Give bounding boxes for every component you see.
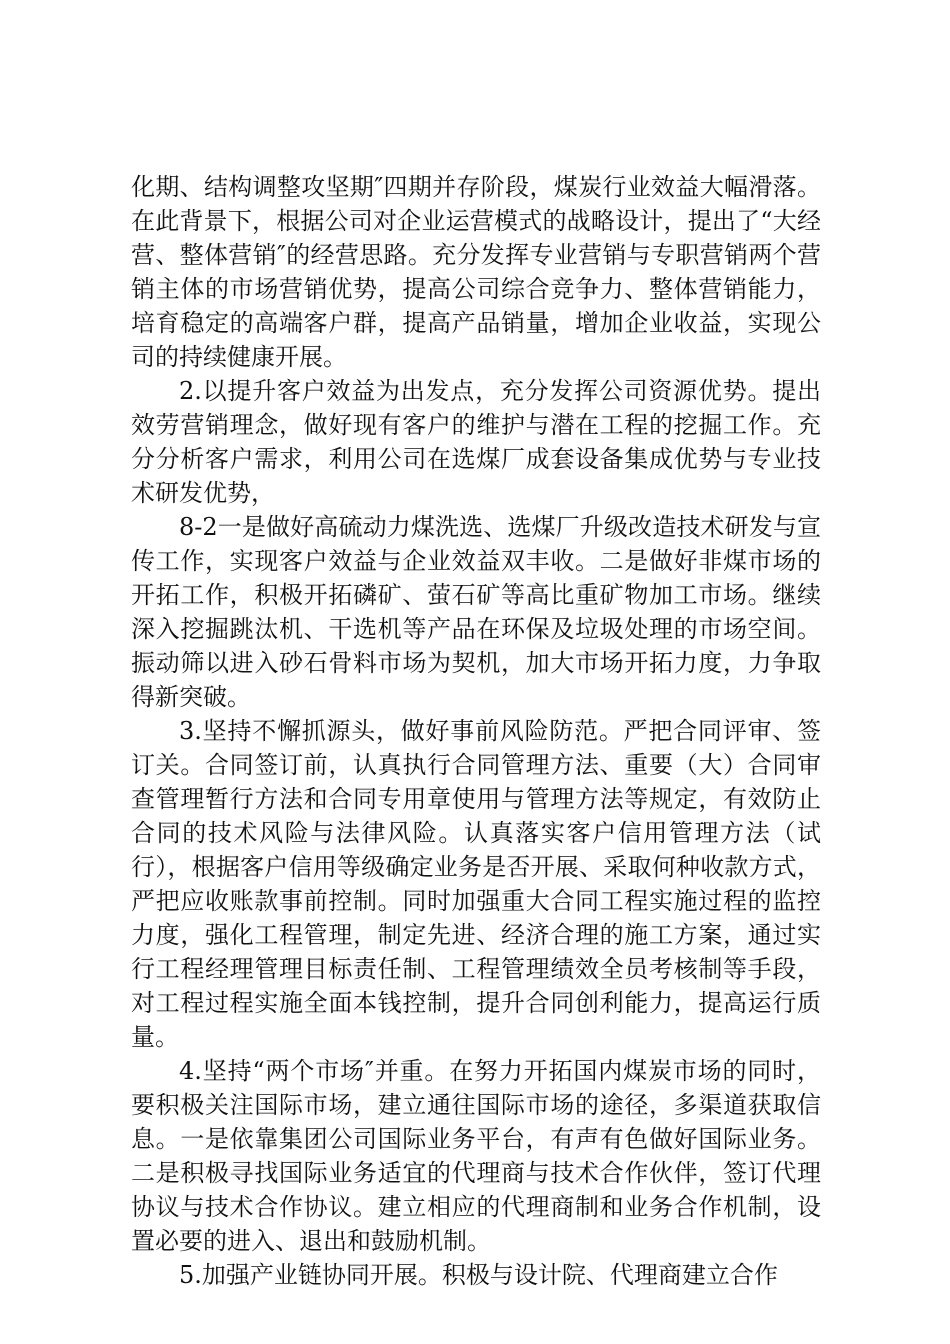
paragraph-5: 4.坚持“两个市场″并重。在努力开拓国内煤炭市场的同时，要积极关注国际市场，建立通往国际市场的途径，多渠道获取信息。一是依靠集团公司国际业务平台，有声有色做好国际业务。二是积极寻找国际业务适宜的代理商与技术合作伙伴，签订代理协议与技术合作协议。建立相应的代理商制和业务合作机制，设置必要的进入、退出和鼓励机制。 xyxy=(131,1057,821,1255)
paragraph-4: 3.坚持不懈抓源头，做好事前风险防范。严把合同评审、签订关。合同签订前，认真执行合同管理方法、重要（大）合同审查管理暂行方法和合同专用章使用与管理方法等规定，有效防止合同的技术风险与法律风险。认真落实客户信用管理方法（试行），根据客户信用等级确定业务是否开展、采取何种收款方式，严把应收账款事前控制。同时加强重大合同工程实施过程的监控力度，强化工程管理，制定先进、经济合理的施工方案，通过实行工程经理管理目标责任制、工程管理绩效全员考核制等手段，对工程过程实施全面本钱控制，提升合同创利能力，提高运行质量。 xyxy=(131,717,821,1051)
paragraph-2: 2.以提升客户效益为出发点，充分发挥公司资源优势。提出效劳营销理念，做好现有客户的维护与潜在工程的挖掘工作。充分分析客户需求，利用公司在选煤厂成套设备集成优势与专业技术研发优势， xyxy=(131,377,821,507)
paragraph-1: 化期、结构调整攻坚期″四期并存阶段，煤炭行业效益大幅滑落。在此背景下，根据公司对企业运营模式的战略设计，提出了“大经营、整体营销″的经营思路。充分发挥专业营销与专职营销两个营销主体的市场营销优势，提高公司综合竞争力、整体营销能力，培育稳定的高端客户群，提高产品销量，增加企业收益，实现公司的持续健康开展。 xyxy=(131,173,821,371)
paragraph-3: 8-2一是做好高硫动力煤洗选、选煤厂升级改造技术研发与宣传工作，实现客户效益与企业效益双丰收。二是做好非煤市场的开拓工作，积极开拓磷矿、萤石矿等高比重矿物加工市场。继续深入挖掘跳汰机、干选机等产品在环保及垃圾处理的市场空间。振动筛以进入砂石骨料市场为契机，加大市场开拓力度，力争取得新突破。 xyxy=(131,513,821,711)
document-page xyxy=(131,170,821,1292)
paragraph-6: 5.加强产业链协同开展。积极与设计院、代理商建立合作 xyxy=(179,1261,778,1289)
